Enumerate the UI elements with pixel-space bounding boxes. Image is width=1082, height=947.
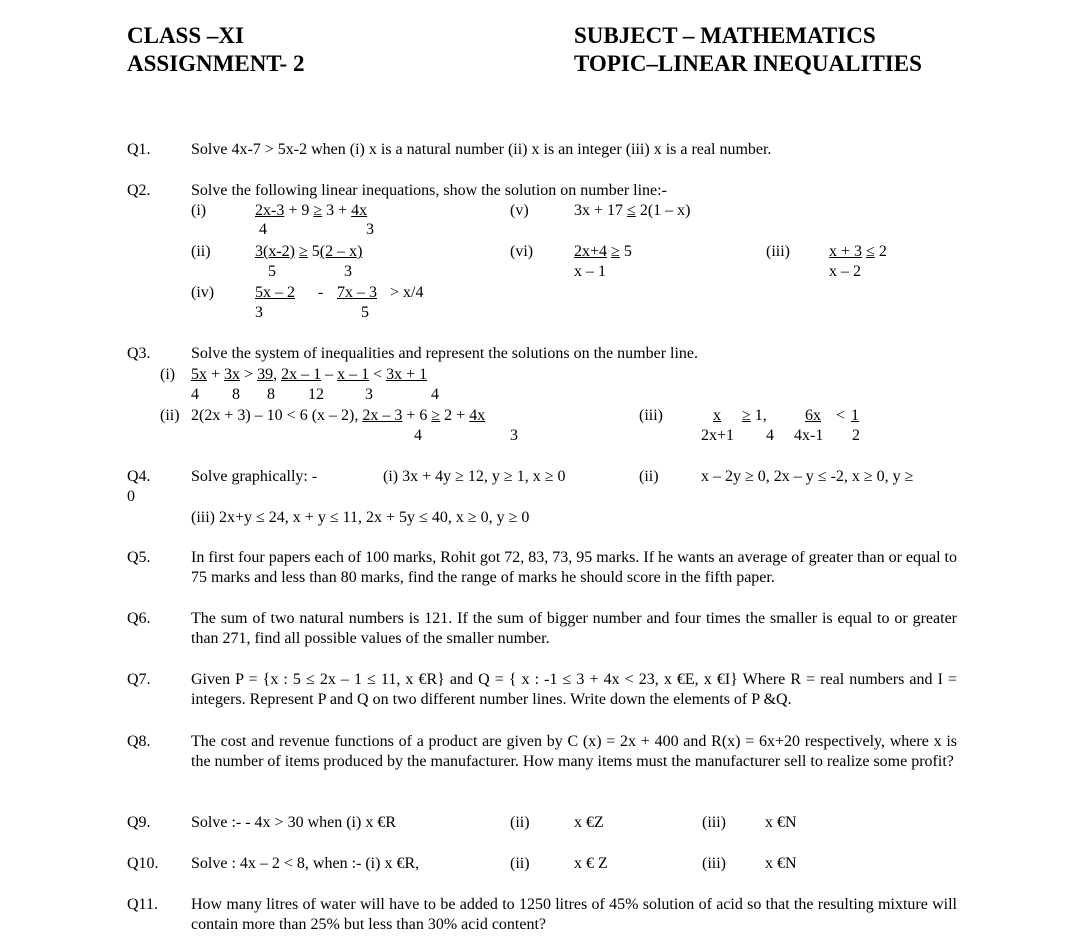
question-text: Solve the following linear inequations, show the solution on number line:- [191, 182, 667, 199]
numerator: 2x+4 [574, 243, 608, 260]
denominator: 2 [852, 427, 860, 444]
question-number: Q6. [127, 610, 151, 627]
part-label: (ii) [639, 468, 659, 485]
inequality-expression: 3x + 17 ≤ 2(1 – x) [574, 202, 691, 219]
numerator: 7x – 3 [337, 284, 377, 301]
fraction-expression: 5x + 3x > 39, 2x – 1 – x – 1 < 3x + 1 [191, 366, 428, 383]
question-text: How many litres of water will have to be added to 1250 litres of 45% solution of acid so that the resulting mixture will contain more than 25% but less than 30% acid content? [191, 896, 957, 933]
wrapped-text: 0 [127, 488, 135, 505]
numerator: 6x [805, 407, 821, 424]
part-label: (iii) [766, 243, 790, 260]
class-heading: CLASS –XI [127, 23, 244, 48]
question-number: Q4. [127, 468, 151, 485]
denominator: 4x-1 [794, 427, 824, 444]
denominator: 3 [366, 221, 374, 238]
denominator: 4 [191, 386, 199, 403]
question-number: Q10. [127, 855, 159, 872]
question-number: Q11. [127, 896, 158, 913]
part-label: (ii) [510, 855, 530, 872]
question-text: Solve graphically: - [191, 468, 318, 485]
subject-heading: SUBJECT – MATHEMATICS [574, 23, 876, 48]
fraction-expression: 3(x-2) ≥ 5(2 – x) [255, 243, 363, 260]
fraction-expression: ≥ 1, [742, 407, 767, 424]
question-number: Q8. [127, 733, 151, 750]
topic-heading: TOPIC–LINEAR INEQUALITIES [574, 51, 922, 76]
question-text: The cost and revenue functions of a product are given by C (x) = 2x + 400 and R(x) = 6x+20 respectively, where x is the number of items produced by the manufacturer. How many items must the manufacturer sell to realize some profit? [191, 733, 957, 770]
operator: < [836, 407, 846, 424]
part-label: (iii) [702, 814, 726, 831]
denominator: 5 [361, 304, 369, 321]
part-label: (v) [510, 202, 529, 219]
question-number: Q7. [127, 671, 151, 688]
question-text: Solve the system of inequalities and represent the solutions on the number line. [191, 345, 699, 362]
part-expression: x €Z [574, 814, 604, 831]
denominator: x – 1 [574, 263, 606, 280]
numerator: (2 – x) [319, 243, 363, 260]
part-expression: x – 2y ≥ 0, 2x – y ≤ -2, x ≥ 0, y ≥ [701, 468, 914, 485]
numerator: 5x – 2 [255, 284, 295, 301]
part-expression: (i) 3x + 4y ≥ 12, y ≥ 1, x ≥ 0 [383, 468, 566, 485]
part-expression: x €N [765, 814, 797, 831]
numerator: 3(x-2) [255, 243, 295, 260]
denominator: x – 2 [829, 263, 861, 280]
denominator: 8 [232, 386, 240, 403]
fraction-expression: 2x-3 + 9 ≥ 3 + 4x [255, 202, 368, 219]
part-label: (iv) [191, 284, 215, 301]
denominator: 3 [365, 386, 373, 403]
part-expression: (iii) 2x+y ≤ 24, x + y ≤ 11, 2x + 5y ≤ 40, x ≥ 0, y ≥ 0 [191, 509, 530, 526]
part-expression: x €N [765, 855, 797, 872]
denominator: 8 [267, 386, 275, 403]
numerator: 4x [351, 202, 368, 219]
part-label: (ii) [160, 407, 180, 424]
question-text: Solve :- - 4x > 30 when (i) x €R [191, 814, 396, 831]
question-number: Q3. [127, 345, 151, 362]
question-text: Solve : 4x – 2 < 8, when :- (i) x €R, [191, 855, 420, 872]
numerator: 1 [851, 407, 859, 424]
question-number: Q9. [127, 814, 151, 831]
denominator: 4 [431, 386, 439, 403]
numerator: 2x-3 [255, 202, 285, 219]
denominator: 4 [414, 427, 422, 444]
question-number: Q2. [127, 182, 151, 199]
denominator: 3 [510, 427, 518, 444]
numerator: x [713, 407, 721, 424]
tail-expression: > x/4 [390, 284, 424, 301]
part-expression: x € Z [574, 855, 608, 872]
question-text: Solve 4x-7 > 5x-2 when (i) x is a natural number (ii) x is an integer (iii) x is a real number. [191, 141, 772, 158]
part-label: (ii) [191, 243, 211, 260]
part-label: (i) [191, 202, 207, 219]
fraction-expression: x + 3 ≤ 2 [829, 243, 887, 260]
denominator: 3 [344, 263, 352, 280]
denominator: 4 [259, 221, 267, 238]
fraction-expression: 2(2x + 3) – 10 < 6 (x – 2), 2x – 3 + 6 ≥ 2 + 4x [191, 407, 486, 424]
denominator: 2x+1 [701, 427, 735, 444]
part-label: (vi) [510, 243, 534, 260]
part-label: (ii) [510, 814, 530, 831]
denominator: 4 [766, 427, 774, 444]
part-label: (i) [160, 366, 176, 383]
fraction-expression: 2x+4 ≥ 5 [574, 243, 632, 260]
denominator: 3 [255, 304, 263, 321]
operator: - [318, 284, 324, 301]
assignment-heading: ASSIGNMENT- 2 [127, 51, 305, 76]
question-number: Q5. [127, 549, 151, 566]
denominator: 12 [308, 386, 324, 403]
question-number: Q1. [127, 141, 151, 158]
question-text: In first four papers each of 100 marks, Rohit got 72, 83, 73, 95 marks. If he wants an average of greater than or equal to 75 marks and less than 80 marks, find the range of marks he should score in the fifth paper. [191, 549, 957, 586]
numerator: x + 3 [829, 243, 863, 260]
denominator: 5 [268, 263, 276, 280]
part-label: (iii) [702, 855, 726, 872]
question-text: The sum of two natural numbers is 121. If the sum of bigger number and four times the smaller is equal to or greater than 271, find all possible values of the smaller number. [191, 610, 957, 647]
part-label: (iii) [639, 407, 663, 424]
question-text: Given P = {x : 5 ≤ 2x – 1 ≤ 11, x €R} and Q = { x : -1 ≤ 3 + 4x < 23, x €E, x €I} Where R = real numbers and I = integers. Represent P and Q on two different number lines. Write down the elements of P &Q. [191, 671, 957, 708]
